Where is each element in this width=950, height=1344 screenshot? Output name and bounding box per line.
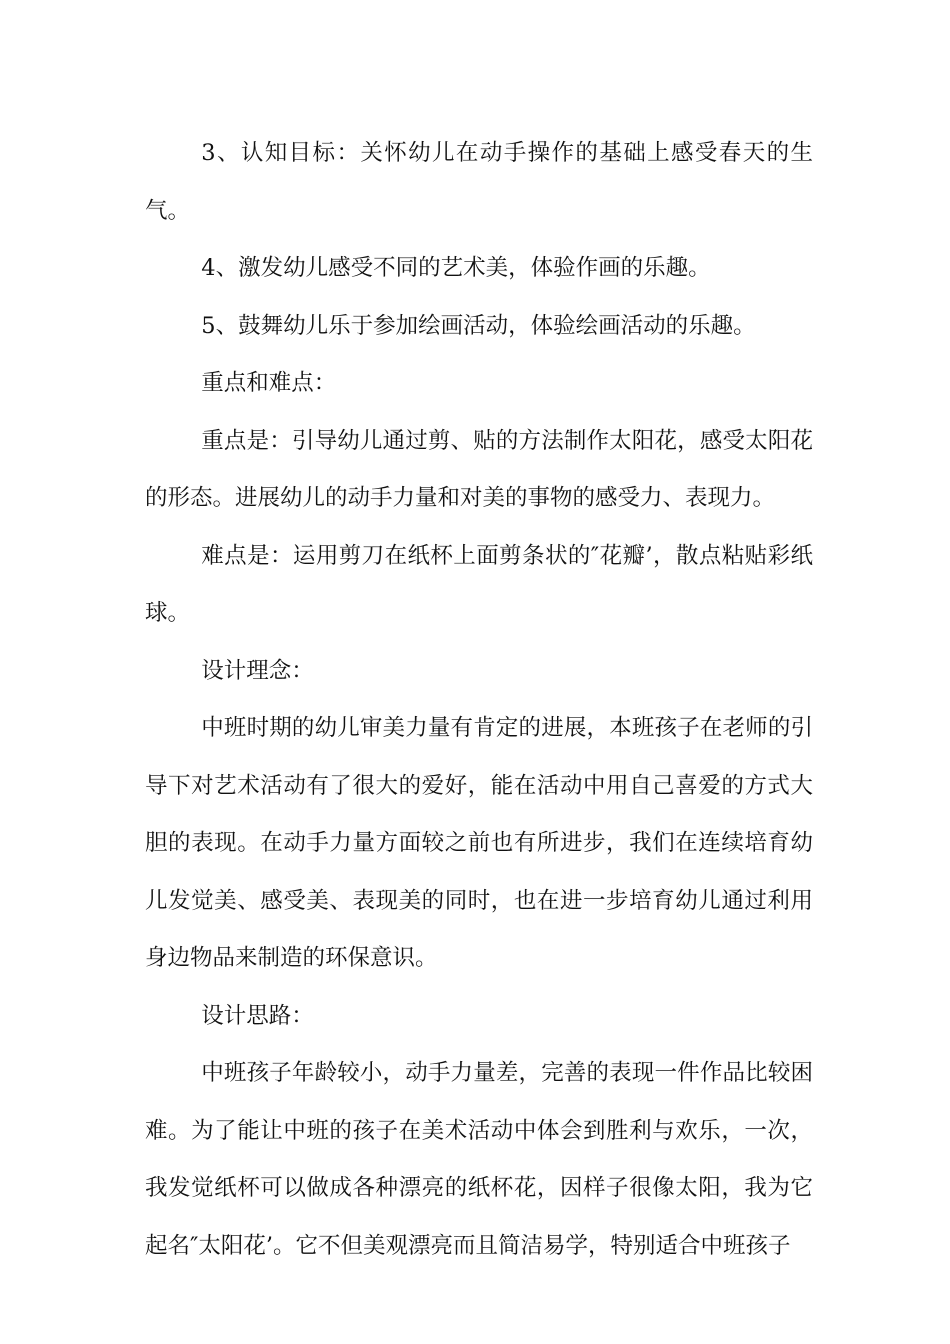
paragraph-art-beauty-goal: 4、激发幼儿感受不同的艺术美，体验作画的乐趣。 <box>201 255 711 281</box>
document-body <box>145 125 813 1275</box>
paragraph-design-idea: 中班孩子年龄较小，动手力量差，完善的表现一件作品比较困难。为了能让中班的孩子在美术活动中体会到胜利与欢乐，一次，我发觉纸杯可以做成各种漂亮的纸杯花，因样子很像太阳，我为它起名″太阳花’。它不但美观漂亮而且简洁易学，特别适合中班孩子 <box>145 1060 813 1259</box>
heading-key-difficult-points: 重点和难点： <box>201 370 337 396</box>
paragraph-design-concept: 中班时期的幼儿审美力量有肯定的进展，本班孩子在老师的引导下对艺术活动有了很大的爱好，能在活动中用自己喜爱的方式大胆的表现。在动手力量方面较之前也有所进步，我们在连续培育幼儿发觉美、感受美、表现美的同时，也在进一步培育幼儿通过利用身边物品来制造的环保意识。 <box>145 715 813 971</box>
paragraph-painting-goal: 5、鼓舞幼儿乐于参加绘画活动，体验绘画活动的乐趣。 <box>201 312 756 339</box>
paragraph-difficult-point: 难点是：运用剪刀在纸杯上面剪条状的″花瓣’，散点粘贴彩纸球。 <box>145 542 813 626</box>
paragraph-cognitive-goal: 3、认知目标：关怀幼儿在动手操作的基础上感受春天的生气。 <box>145 140 813 224</box>
heading-design-concept: 设计理念： <box>201 657 314 684</box>
paragraph-key-point: 重点是：引导幼儿通过剪、贴的方法制作太阳花，感受太阳花的形态。进展幼儿的动手力量和对美的事物的感受力、表现力。 <box>145 427 813 511</box>
heading-design-idea: 设计思路： <box>201 1002 314 1029</box>
